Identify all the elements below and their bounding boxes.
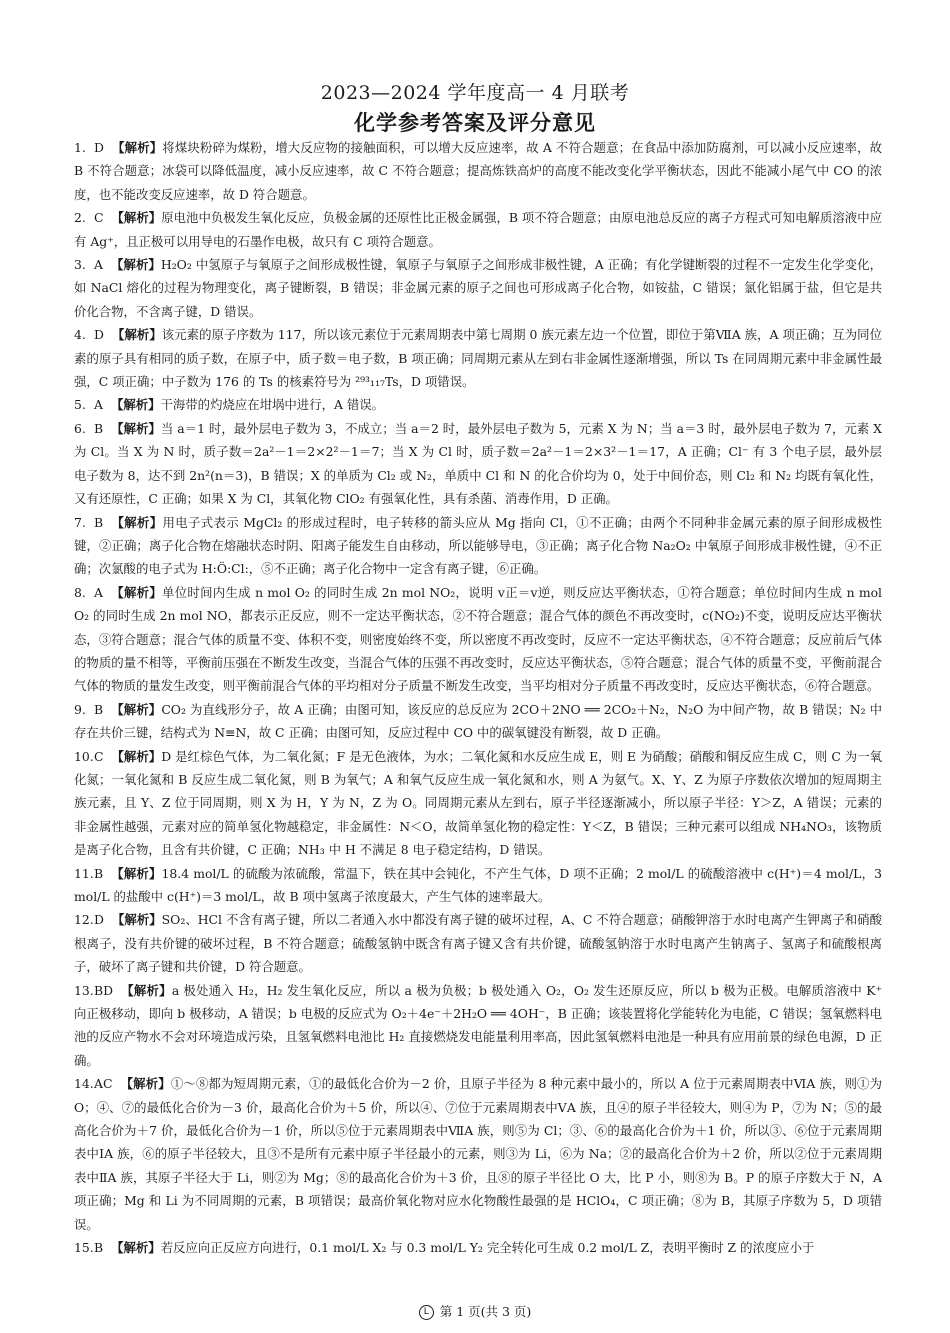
question-number: 2. [74,210,86,226]
answer-choice: AC [94,1076,113,1092]
answer-choice: B [94,1240,104,1256]
question-number: 13. [74,982,94,998]
analysis-tag: 【解析】 [111,1240,161,1256]
analysis-text: 用电子式表示 MgCl₂ 的形成过程时，电子转移的箭头应从 Mg 指向 Cl，①不正确；由两个不同种非金属元素的原子间形成极性键，②正确；离子化合物在熔融状态时阴、阳离子能发生自由移动，所以能够导电，③正确；离子化合物 Na₂O₂ 中氧原子间形成非极性键，④不正确；次氯酸的电子式为 H:Ö:Cl:，⑤不正确；离子化合物中一定含有离子键，⑥正确。 [74,514,883,577]
analysis-text: 该元素的原子序数为 117，所以该元素位于元素周期表中第七周期 0 族元素左边一个位置，即位于第ⅦA 族，A 项正确；互为同位素的原子具有相同的质子数，在原子中，质子数＝电子数，B 项正确；同周期元素从左到右非金属性逐渐增强，所以 Ts 在同周期元素中非金属性最强，C 项正确；中子数为 176 的 Ts 的核素符号为 ²⁹³₁₁₇Ts，D 项错误。 [74,327,882,390]
answer-choice: D [94,140,104,155]
analysis-text: ①～⑧都为短周期元素，①的最低化合价为－2 价，且原子半径为 8 种元素中最小的，所以 A 位于元素周期表中ⅥA 族，则①为 O；④、⑦的最低化合价为－3 价，最高化合价为＋5 价，所以④、⑦位于元素周期表中ⅤA 族，且④的原子半径较大，则④为 P，⑦为 N；⑤的最高化合价为＋7 价，最低化合价为－1 价，所以⑤位于元素周期表中ⅦA 族，则⑤为 Cl；③、⑥的最高化合价为＋1 价，所以③、⑥位于元素周期表中ⅠA 族，⑥的原子半径较大，且③不是所有元素中原子半径最小的元素，则③为 Li，⑥为 Na；②的最高化合价为＋2 价，所以②位于元素周期表中ⅡA 族，其原子半径大于 Li，则②为 Mg；⑧的最高化合价为＋3 价，且⑧的原子半径比 O 大，比 P 小，则⑧为 B。P 的原子序数大于 N，A 项正确；Mg 和 Li 为不同周期的元素，B 项错误；最高价氧化物对应水化物酸性最强的是 HClO₄，C 项正确；⑧为 B，其原子序数为 5，D 项错误。 [74,1076,883,1232]
question-number: 10. [74,748,94,764]
analysis-tag: 【解析】 [111,865,162,881]
answer-choice: B [94,701,104,717]
analysis-tag: 【解析】 [121,982,172,998]
question-number: 14. [74,1076,94,1092]
question-number: 15. [74,1240,94,1256]
question-number: 9. [74,701,86,717]
analysis-text: 当 a＝1 时，最外层电子数为 3，不成立；当 a＝2 时，最外层电子数为 5，元素 X 为 N；当 a＝3 时，最外层电子数为 7，元素 X 为 Cl。当 X 为 N 时，质子数＝2a²－1＝2×2²－1＝7；当 X 为 Cl 时，质子数＝2a²－1＝2×3²－1＝17，A 正确；Cl⁻ 有 3 个电子层，最外层电子数为 8，达不到 2n²(n＝3)，B 错误；X 的单质为 Cl₂ 或 N₂，单质中 Cl 和 N 的化合价均为 0，处于中间价态，则 Cl₂ 和 N₂ 均既有氧化性，又有还原性，C 正确；如果 X 为 Cl，其氧化物 ClO₂ 有强氧化性，具有杀菌、消毒作用，D 正确。 [74,420,883,507]
analysis-text: H₂O₂ 中氢原子与氧原子之间形成极性键，氧原子与氧原子之间形成非极性键，A 正确；有化学键断裂的过程不一定发生化学变化，如 NaCl 熔化的过程为物理变化，离子键断裂，B 错误；非金属元素的原子之间也可形成离子化合物，如铵盐，C 错误；氯化铝属于盐，但它是共价化合物，不含离子键，D 错误。 [74,257,882,319]
answer-choice: A [94,257,103,273]
question-number: 11. [74,865,94,881]
answer-item [74,698,882,745]
analysis-text: 原电池中负极发生氧化反应，负极金属的还原性比正极金属强，B 项不符合题意；由原电池总反应的离子方程式可知电解质溶液中应有 Ag⁺，且正极可以用导电的石墨作电极，故只有 C 项符合题意。 [74,210,883,249]
page-footer [0,1302,950,1320]
answer-item [74,253,882,323]
question-number: 7. [74,514,86,530]
answer-choice: B [94,865,104,881]
analysis-text: a 极处通入 H₂，H₂ 发生氧化反应，所以 a 极为负极；b 极处通入 O₂，O₂ 发生还原反应，所以 b 极为正极。电解质溶液中 K⁺ 向正极移动，即向 b 极移动，A 错误；b 电极的反应式为 O₂＋4e⁻＋2H₂O ══ 4OH⁻，B 正确；该装置将化学能转化为电能，C 错误；氢氧燃料电池的反应产物水不会对环境造成污染，且氢氧燃料电池比 H₂ 直接燃烧发电能量利用率高，因此氢氧燃料电池是一种具有应用前景的绿色电源，D 正确。 [74,982,882,1068]
answer-choice: D [94,912,104,928]
answer-item [74,393,882,416]
analysis-tag: 【解析】 [120,1076,171,1092]
analysis-tag: 【解析】 [111,514,163,530]
question-number: 1. [74,140,86,155]
question-number: 8. [74,584,86,600]
answer-item [74,908,882,978]
analysis-text: CO₂ 为直线形分子，故 A 正确；由图可知，该反应的总反应为 2CO＋2NO ══ 2CO₂＋N₂，N₂O 为中间产物，故 B 错误；N₂ 中存在共价三键，结构式为 N≡N，故 C 正确；由图可知，反应过程中 CO 中的碳氧键没有断裂，故 D 正确。 [74,701,882,741]
question-number: 5. [74,397,86,413]
answer-item [74,862,882,909]
answer-list [74,136,882,1260]
analysis-tag: 【解析】 [111,912,162,928]
exam-title: 2023—2024 学年度高一 4 月联考 [320,82,630,104]
analysis-tag: 【解析】 [110,257,161,273]
answer-choice: A [94,397,103,413]
answer-item [74,511,882,581]
answer-choice: D [94,327,104,343]
question-number: 6. [74,420,86,436]
analysis-tag: 【解析】 [110,397,161,413]
analysis-tag: 【解析】 [110,584,163,600]
analysis-tag: 【解析】 [111,210,162,226]
answer-item [74,581,882,698]
answer-item [74,745,882,862]
answer-item [74,1072,882,1236]
answer-item [74,206,882,253]
analysis-tag: 【解析】 [111,140,163,155]
answer-choice: A [94,584,103,600]
analysis-text: 18.4 mol/L 的硫酸为浓硫酸，常温下，铁在其中会钝化，不产生气体，D 项不正确；2 mol/L 的硫酸溶液中 c(H⁺)＝4 mol/L，3 mol/L 的盐酸中 c(H⁺)＝3 mol/L，故 B 项中氢离子浓度最大，产生气体的速率最大。 [74,865,883,904]
answer-item [74,1236,882,1259]
answer-item [74,979,882,1073]
analysis-tag: 【解析】 [111,420,161,436]
answer-choice: C [94,748,104,764]
question-number: 3. [74,257,86,273]
answer-item [74,417,882,511]
answer-choice: B [94,420,104,436]
answer-key-title: 化学参考答案及评分意见 [354,110,596,135]
analysis-text: 单位时间内生成 n mol O₂ 的同时生成 2n mol NO₂，说明 v正＝v逆，则反应达平衡状态，①符合题意；单位时间内生成 n mol O₂ 的同时生成 2n mol NO，都表示正反应，则不一定达平衡状态，②不符合题意；混合气体的颜色不再改变时，c(NO₂)不变，说明反应达平衡状态，③符合题意；混合气体的质量不变、体积不变，则密度始终不变，所以密度不再改变时，反应不一定达平衡状态，④不符合题意；反应前后气体的物质的量不相等，平衡前压强在不断发生改变，当混合气体的压强不再改变时，反应达平衡状态，⑤符合题意；混合气体的质量不变，平衡前混合气体的物质的量发生改变，则平衡前混合气体的平均相对分子质量不断发生改变，当平均相对分子质量不再改变时，反应达平衡状态，⑥符合题意。 [74,584,882,694]
analysis-text: SO₂、HCl 不含有离子键，所以二者通入水中都没有离子键的破坏过程，A、C 不符合题意；硝酸钾溶于水时电离产生钾离子和硝酸根离子，没有共价键的破坏过程，B 不符合题意；硫酸氢钠中既含有离子键又含有共价键，硫酸氢钠溶于水时电离产生钠离子、氢离子和硫酸根离子，破坏了离子键和共价键，D 符合题意。 [74,912,882,975]
answer-choice: C [94,210,104,226]
answer-choice: B [94,514,104,530]
analysis-tag: 【解析】 [111,327,162,343]
question-number: 4. [74,327,86,343]
edition-badge-icon: L [419,1305,434,1320]
analysis-text: D 是红棕色气体，为二氧化氮；F 是无色液体，为水；二氧化氮和水反应生成 E，则 E 为硝酸；硝酸和铜反应生成 C，则 C 为一氧化氮；一氧化氮和 B 反应生成二氧化氮，则 B 为氧气；A 和氧气反应生成一氧化氮和水，则 A 为氨气。X、Y、Z 为原子序数依次增加的短周期主族元素，且 Y、Z 位于同周期，则 X 为 H，Y 为 N，Z 为 O。同周期元素从左到右，原子半径逐渐减小，所以原子半径：Y＞Z，A 错误；元素的非金属性越强，元素对应的简单氢化物越稳定，非金属性：N＜O，故简单氢化物的稳定性：Y＜Z，B 错误；三种元素可以组成 NH₄NO₃，该物质是离子化合物，且含有共价键，C 正确；NH₃ 中 H 不满足 8 电子稳定结构，D 错误。 [74,748,883,858]
analysis-text: 干海带的灼烧应在坩埚中进行，A 错误。 [160,397,385,413]
answer-choice: BD [94,982,114,998]
page-number: 第 1 页(共 3 页) [439,1304,532,1319]
answer-item [74,323,882,393]
analysis-tag: 【解析】 [111,748,162,764]
question-number: 12. [74,912,94,928]
analysis-text: 将煤块粉碎为煤粉，增大反应物的接触面积，可以增大反应速率，故 A 不符合题意；在食品中添加防腐剂，可以减小反应速率，故 B 不符合题意；冰袋可以降低温度，减小反应速率，故 C 不符合题意；提高炼铁高炉的高度不能改变化学平衡状态，因此不能减小尾气中 CO 的浓度，也不能改变反应速率，故 D 符合题意。 [74,140,883,202]
analysis-text: 若反应向正反应方向进行，0.1 mol/L X₂ 与 0.3 mol/L Y₂ 完全转化可生成 0.2 mol/L Z，表明平衡时 Z 的浓度应小于 [160,1240,815,1256]
answer-item [74,136,882,206]
analysis-tag: 【解析】 [111,701,162,717]
